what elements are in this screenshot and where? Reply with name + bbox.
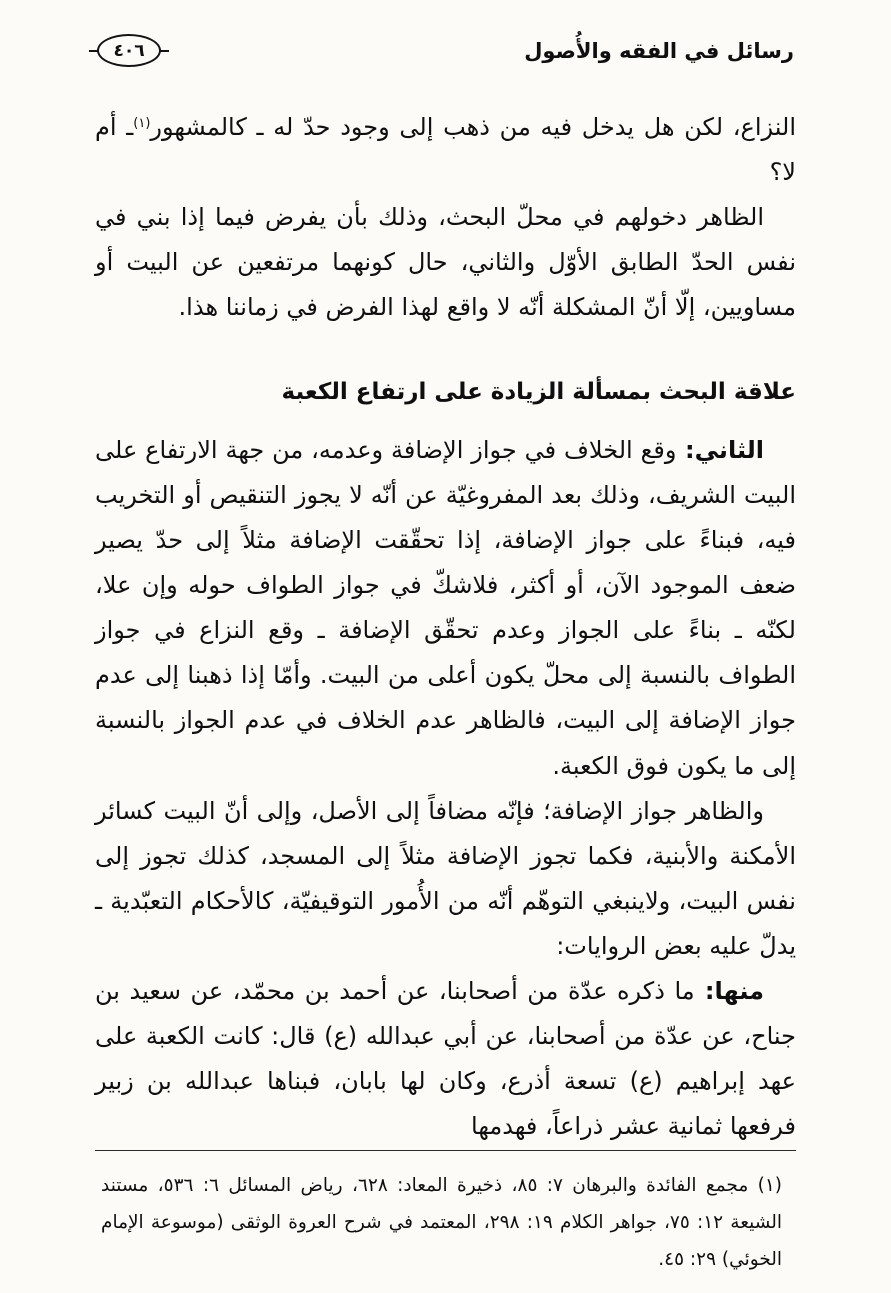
- footnote-text: (١) مجمع الفائدة والبرهان ٧: ٨٥، ذخيرة المعاد: ٦٢٨، رياض المسائل ٦: ٥٣٦، مستند الشيعة ١٢: ٧٥، جواهر الكلام ١٩: ٢٩٨، المعتمد في شرح العروة الوثقى (موسوعة الإمام الخوئي) ٢٩: ٤٥.: [101, 1175, 782, 1271]
- paragraph-3: [95, 428, 796, 789]
- paragraph-4: والظاهر جواز الإضافة؛ فإنّه مضافاً إلى الأصل، وإلى أنّ البيت كسائر الأمكنة والأبنية، فكما تجوز الإضافة مثلاً إلى المسجد، كذلك تجوز إلى نفس البيت، ولاينبغي التوهّم أنّه من الأُمور التوقيفيّة، كالأحكام التعبّدية ـ يدلّ عليه بعض الروايات:: [95, 796, 796, 960]
- paragraph-5-lead: منها:: [694, 977, 764, 1006]
- section-heading: علاقة البحث بمسألة الزيادة على ارتفاع الكعبة: [281, 378, 796, 405]
- page-number-ornament: [97, 34, 161, 67]
- paragraph-3-text: وقع الخلاف في جواز الإضافة وعدمه، من جهة الارتفاع على البيت الشريف، وذلك بعد المفروغيّة عن أنّه لا يجوز التنقيص أو التخريب فيه، فبناءً على جواز الإضافة، إذا تحقّقت الإضافة مثلاً إلى حدّ يصير ضعف الموجود الآن، أو أكثر، فلاشكّ في جواز الطواف حوله وإن علا، لكنّه ـ بناءً على الجواز وعدم تحقّق الإضافة ـ وقع النزاع في جواز الطواف بالنسبة إلى محلّ يكون أعلى من البيت. وأمّا إذا ذهبنا إلى عدم جواز الإضافة إلى البيت، فالظاهر عدم الخلاف في عدم الجواز بالنسبة إلى ما يكون فوق الكعبة.: [95, 435, 796, 780]
- page-number: ٤٠٦: [113, 40, 145, 61]
- paragraph-5: [95, 969, 796, 1149]
- page-body: [95, 77, 796, 1150]
- paragraph-5-text: ما ذكره عدّة من أصحابنا، عن أحمد بن محمّد، عن سعيد بن جناح، عن عدّة من أصحابنا، عن أبي عبدالله (ع) قال: كانت الكعبة على عهد إبراهيم (ع) تسعة أذرع، وكان لها بابان، فبناها عبدالله بن زبير فرفعها ثمانية عشر ذراعاً، فهدمها: [95, 977, 796, 1141]
- paragraph-1-text-end: ـ أم لا؟: [95, 113, 796, 187]
- footnote-separator: [95, 1150, 796, 1152]
- footnote-area: [95, 1150, 796, 1279]
- paragraph-1: [95, 105, 796, 195]
- book-title: رسائل في الفقه والأُصول: [524, 38, 794, 63]
- footnote-ref-1: (١): [133, 116, 151, 131]
- page-header: [95, 34, 796, 77]
- paragraph-1-text: النزاع، لكن هل يدخل فيه من ذهب إلى وجود حدّ له ـ كالمشهور: [150, 113, 796, 141]
- paragraph-3-lead: الثاني:: [676, 435, 764, 464]
- paragraph-2: الظاهر دخولهم في محلّ البحث، وذلك بأن يفرض فيما إذا بني في نفس الحدّ الطابق الأوّل والثاني، حال كونهما مرتفعين عن البيت أو مساويين، إلّا أنّ المشكلة أنّه لا واقع لهذا الفرض في زماننا هذا.: [95, 203, 796, 322]
